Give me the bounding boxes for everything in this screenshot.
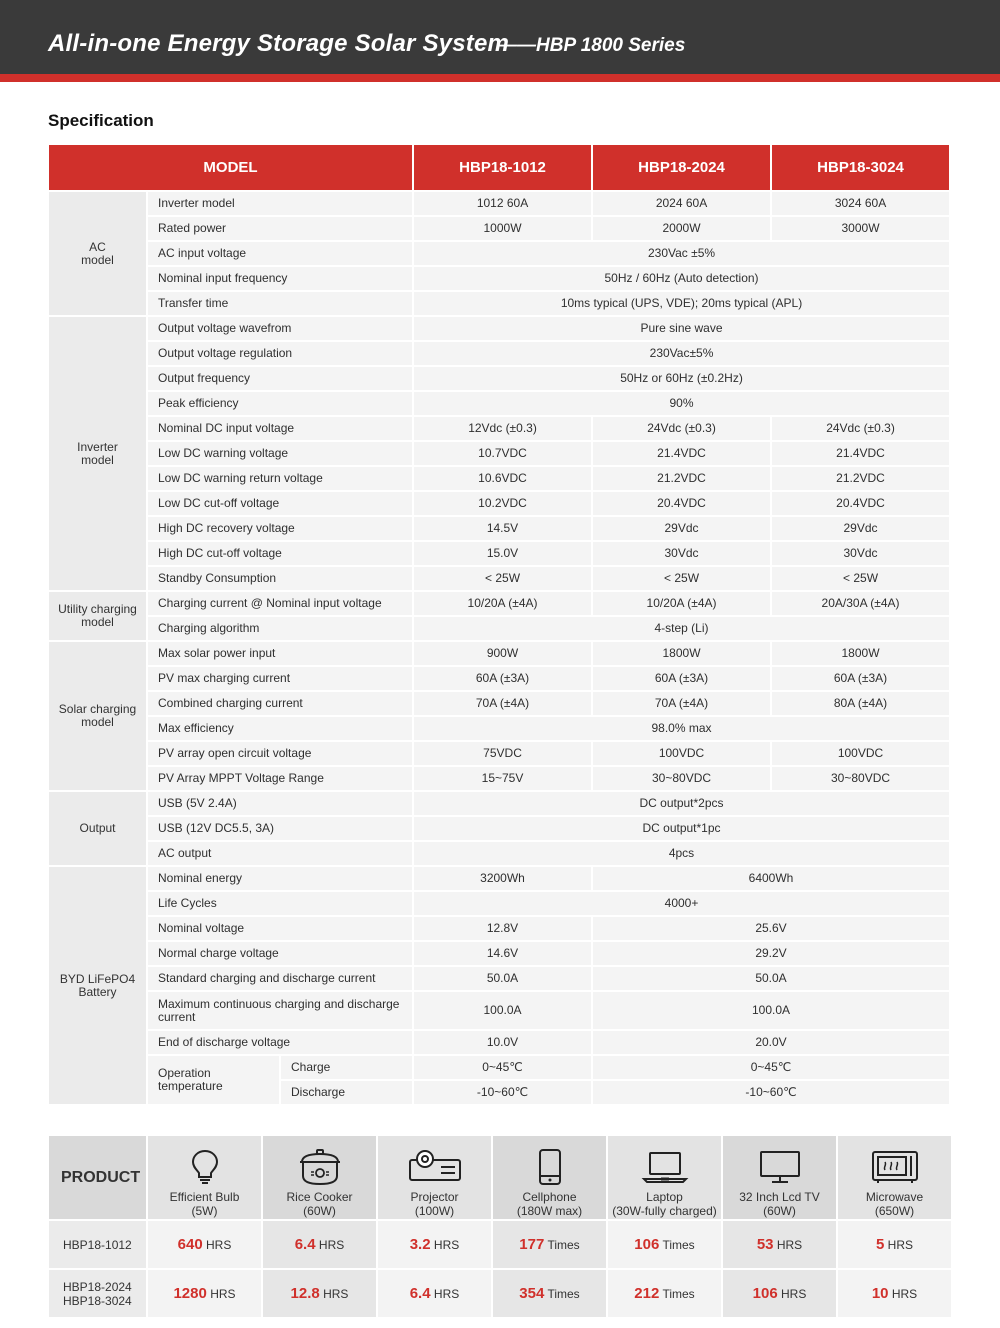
table-row [49, 992, 949, 1029]
cell-value: 6400Wh [593, 867, 949, 890]
row-label: Operation temperature [148, 1056, 279, 1104]
cell-value: 1000W [414, 217, 591, 240]
runtime-unit: HRS [318, 1238, 345, 1252]
table-row [49, 867, 949, 890]
device-name: Laptop [646, 1189, 683, 1204]
cell-value: 29Vdc [772, 517, 949, 540]
row-label: Maximum continuous charging and discharge current [148, 992, 412, 1029]
col-header-model: MODEL [49, 145, 412, 190]
row-label: AC input voltage [148, 242, 412, 265]
cell-value: 29.2V [593, 942, 949, 965]
runtime-value: 53 [756, 1236, 774, 1253]
cell-value: 29Vdc [593, 517, 770, 540]
table-row [49, 492, 949, 515]
cell-value: 4-step (Li) [414, 617, 949, 640]
row-label: Low DC warning voltage [148, 442, 412, 465]
device-rice-cooker [263, 1136, 376, 1219]
cell-value: 50.0A [414, 967, 591, 990]
runtime-cell [148, 1221, 261, 1268]
table-row [49, 1270, 951, 1317]
cell-value: 10/20A (±4A) [414, 592, 591, 615]
table-row [49, 442, 949, 465]
runtime-value: 212 [634, 1285, 660, 1302]
group-inverter-model: Inverter model [49, 317, 146, 590]
runtime-cell [608, 1221, 721, 1268]
row-label: Output voltage regulation [148, 342, 412, 365]
cell-value: 21.4VDC [593, 442, 770, 465]
device-power: (100W) [414, 1203, 455, 1218]
section-title: Specification [48, 111, 154, 130]
cell-value: 100.0A [593, 992, 949, 1029]
runtime-unit: HRS [781, 1287, 807, 1301]
bulb-icon [188, 1148, 222, 1186]
table-row [49, 317, 949, 340]
cell-value: 30Vdc [593, 542, 770, 565]
table-row [49, 467, 949, 490]
runtime-cell [838, 1221, 951, 1268]
device-power: (60W) [763, 1203, 796, 1218]
runtime-unit: HRS [776, 1238, 803, 1252]
row-label: Charging algorithm [148, 617, 412, 640]
device-power: (5W) [191, 1203, 218, 1218]
row-label: PV Array MPPT Voltage Range [148, 767, 412, 790]
cell-value: 98.0% max [414, 717, 949, 740]
device-power: (30W-fully charged) [612, 1203, 717, 1218]
row-label: Inverter model [148, 192, 412, 215]
device-power: (60W) [303, 1203, 336, 1218]
group-ac-model: AC model [49, 192, 146, 315]
row-label: Max efficiency [148, 717, 412, 740]
row-label: AC output [148, 842, 412, 865]
runtime-cell [263, 1270, 376, 1317]
cell-value: 4000+ [414, 892, 949, 915]
table-row [49, 642, 949, 665]
table-row [49, 342, 949, 365]
runtime-value: 640 [177, 1236, 203, 1253]
table-row [49, 842, 949, 865]
table-row [49, 1031, 949, 1054]
device-tv [723, 1136, 836, 1219]
row-sublabel: Charge [281, 1056, 412, 1079]
cell-value: 10/20A (±4A) [593, 592, 770, 615]
table-row [49, 367, 949, 390]
cell-value: 1012 60A [414, 192, 591, 215]
table-row [49, 592, 949, 615]
cell-value: 15~75V [414, 767, 591, 790]
device-projector [378, 1136, 491, 1219]
cell-value: 100.0A [414, 992, 591, 1029]
runtime-unit: HRS [433, 1287, 460, 1301]
cell-value: 24Vdc (±0.3) [593, 417, 770, 440]
table-row [49, 692, 949, 715]
table-row [49, 942, 949, 965]
cell-value: DC output*2pcs [414, 792, 949, 815]
cell-value: 14.6V [414, 942, 591, 965]
runtime-value: 177 [519, 1236, 545, 1253]
runtime-unit: Times [547, 1287, 580, 1301]
cell-value: 1800W [772, 642, 949, 665]
group-battery: BYD LiFePO4 Battery [49, 867, 146, 1104]
runtime-cell [608, 1270, 721, 1317]
device-name: Efficient Bulb [169, 1189, 240, 1204]
cell-value: 20.4VDC [593, 492, 770, 515]
runtime-unit: HRS [891, 1287, 918, 1301]
row-label: Normal charge voltage [148, 942, 412, 965]
row-label: PV max charging current [148, 667, 412, 690]
cell-value: 4pcs [414, 842, 949, 865]
row-label: Standby Consumption [148, 567, 412, 590]
table-row [49, 217, 949, 240]
device-cellphone [493, 1136, 606, 1219]
cell-value: 80A (±4A) [772, 692, 949, 715]
cell-value: 10.6VDC [414, 467, 591, 490]
device-power: (180W max) [516, 1203, 583, 1218]
runtime-value: 106 [752, 1285, 778, 1302]
device-microwave [838, 1136, 951, 1219]
cell-value: 0~45℃ [593, 1056, 949, 1079]
cell-value: 3000W [772, 217, 949, 240]
device-power: (650W) [874, 1203, 915, 1218]
page-subtitle: ——HBP 1800 Series [498, 35, 686, 56]
row-label: USB (12V DC5.5, 3A) [148, 817, 412, 840]
cell-value: 60A (±3A) [772, 667, 949, 690]
row-label: Output voltage wavefrom [148, 317, 412, 340]
cell-value: 20.0V [593, 1031, 949, 1054]
table-row [49, 567, 949, 590]
col-header-hbp18-2024: HBP18-2024 [593, 145, 770, 190]
runtime-value: 5 [875, 1236, 885, 1253]
group-utility-charging-model: Utility charging model [49, 592, 146, 640]
device-name: 32 Inch Lcd TV [739, 1189, 820, 1204]
cell-value: 20A/30A (±4A) [772, 592, 949, 615]
cell-value: 15.0V [414, 542, 591, 565]
device-laptop [608, 1136, 721, 1219]
runtime-unit: Times [662, 1238, 695, 1252]
cellphone-icon [535, 1148, 565, 1186]
row-sublabel: Discharge [281, 1081, 412, 1104]
device-bulb [148, 1136, 261, 1219]
runtime-unit: Times [662, 1287, 695, 1301]
table-row [49, 242, 949, 265]
table-row [49, 742, 949, 765]
group-solar-charging-model: Solar charging model [49, 642, 146, 790]
cell-value: 20.4VDC [772, 492, 949, 515]
cell-value: 24Vdc (±0.3) [772, 417, 949, 440]
cell-value: 0~45℃ [414, 1056, 591, 1079]
runtime-value: 354 [519, 1285, 545, 1302]
row-label: Standard charging and discharge current [148, 967, 412, 990]
row-label: Low DC warning return voltage [148, 467, 412, 490]
specification-table [47, 143, 951, 1106]
cell-value: -10~60℃ [593, 1081, 949, 1104]
row-label: High DC recovery voltage [148, 517, 412, 540]
row-label: Output frequency [148, 367, 412, 390]
runtime-cell [378, 1221, 491, 1268]
runtime-value: 10 [871, 1285, 889, 1302]
cell-value: 21.4VDC [772, 442, 949, 465]
row-label: High DC cut-off voltage [148, 542, 412, 565]
device-name: Projector [410, 1189, 459, 1204]
runtime-unit: HRS [323, 1287, 349, 1301]
cell-value: 21.2VDC [593, 467, 770, 490]
cell-value: Pure sine wave [414, 317, 949, 340]
runtime-cell [723, 1270, 836, 1317]
row-label: End of discharge voltage [148, 1031, 412, 1054]
group-output: Output [49, 792, 146, 865]
runtime-cell [493, 1270, 606, 1317]
runtime-value: 6.4 [409, 1285, 431, 1302]
header-accent-stripe [0, 74, 1000, 82]
cell-value: 50.0A [593, 967, 949, 990]
product-runtime-table [47, 1134, 953, 1319]
runtime-unit: HRS [206, 1238, 232, 1252]
cell-value: 1800W [593, 642, 770, 665]
runtime-cell [378, 1270, 491, 1317]
cell-value: 30~80VDC [593, 767, 770, 790]
cell-value: 230Vac±5% [414, 342, 949, 365]
row-label: Nominal input frequency [148, 267, 412, 290]
row-label: Combined charging current [148, 692, 412, 715]
row-label: Nominal voltage [148, 917, 412, 940]
cell-value: 75VDC [414, 742, 591, 765]
cell-value: 12Vdc (±0.3) [414, 417, 591, 440]
table-row [49, 617, 949, 640]
table-row [49, 767, 949, 790]
row-label: Low DC cut-off voltage [148, 492, 412, 515]
product-model: HBP18-1012 [49, 1221, 146, 1268]
cell-value: 10.7VDC [414, 442, 591, 465]
tv-icon [756, 1148, 804, 1186]
cell-value: 30~80VDC [772, 767, 949, 790]
runtime-unit: HRS [433, 1238, 460, 1252]
cell-value: 21.2VDC [772, 467, 949, 490]
table-row [49, 517, 949, 540]
runtime-cell [148, 1270, 261, 1317]
runtime-value: 6.4 [294, 1236, 316, 1253]
runtime-cell [838, 1270, 951, 1317]
table-row [49, 917, 949, 940]
cell-value: 3024 60A [772, 192, 949, 215]
row-label: Nominal energy [148, 867, 412, 890]
runtime-unit: HRS [887, 1238, 914, 1252]
cell-value: 70A (±4A) [593, 692, 770, 715]
row-label: PV array open circuit voltage [148, 742, 412, 765]
cell-value: 2000W [593, 217, 770, 240]
cell-value: 900W [414, 642, 591, 665]
table-row [49, 792, 949, 815]
cell-value: 2024 60A [593, 192, 770, 215]
cell-value: 12.8V [414, 917, 591, 940]
col-header-hbp18-3024: HBP18-3024 [772, 145, 949, 190]
cell-value: 10ms typical (UPS, VDE); 20ms typical (APL) [414, 292, 949, 315]
cell-value: -10~60℃ [414, 1081, 591, 1104]
runtime-cell [723, 1221, 836, 1268]
table-row [49, 267, 949, 290]
projector-icon [407, 1148, 463, 1186]
product-header-row [49, 1136, 951, 1219]
cell-value: 70A (±4A) [414, 692, 591, 715]
cell-value: 100VDC [772, 742, 949, 765]
cell-value: 60A (±3A) [593, 667, 770, 690]
runtime-unit: HRS [210, 1287, 236, 1301]
table-row [49, 717, 949, 740]
table-row [49, 1221, 951, 1268]
cell-value: < 25W [772, 567, 949, 590]
table-row [49, 667, 949, 690]
laptop-icon [641, 1148, 689, 1186]
runtime-unit: Times [547, 1238, 580, 1252]
cell-value: 230Vac ±5% [414, 242, 949, 265]
device-name: Rice Cooker [286, 1189, 353, 1204]
device-name: Cellphone [522, 1189, 577, 1204]
runtime-cell [263, 1221, 376, 1268]
table-row [49, 817, 949, 840]
page-title: All-in-one Energy Storage Solar System [48, 30, 510, 57]
row-label: USB (5V 2.4A) [148, 792, 412, 815]
cell-value: 10.0V [414, 1031, 591, 1054]
table-row [49, 967, 949, 990]
row-label: Rated power [148, 217, 412, 240]
cell-value: 100VDC [593, 742, 770, 765]
cell-value: 25.6V [593, 917, 949, 940]
row-label: Charging current @ Nominal input voltage [148, 592, 412, 615]
row-label: Life Cycles [148, 892, 412, 915]
cell-value: 60A (±3A) [414, 667, 591, 690]
table-row [49, 292, 949, 315]
cell-value: 50Hz or 60Hz (±0.2Hz) [414, 367, 949, 390]
rice-cooker-icon [298, 1148, 342, 1186]
runtime-cell [493, 1221, 606, 1268]
cell-value: < 25W [593, 567, 770, 590]
row-label: Transfer time [148, 292, 412, 315]
cell-value: 3200Wh [414, 867, 591, 890]
table-row [49, 1056, 949, 1079]
runtime-value: 106 [634, 1236, 660, 1253]
cell-value: DC output*1pc [414, 817, 949, 840]
table-row [49, 892, 949, 915]
row-label: Peak efficiency [148, 392, 412, 415]
row-label: Max solar power input [148, 642, 412, 665]
cell-value: < 25W [414, 567, 591, 590]
table-row [49, 417, 949, 440]
runtime-value: 12.8 [290, 1285, 320, 1302]
cell-value: 50Hz / 60Hz (Auto detection) [414, 267, 949, 290]
row-label: Nominal DC input voltage [148, 417, 412, 440]
runtime-value: 1280 [173, 1285, 207, 1302]
device-name: Microwave [865, 1189, 924, 1204]
cell-value: 30Vdc [772, 542, 949, 565]
microwave-icon [870, 1148, 920, 1186]
cell-value: 14.5V [414, 517, 591, 540]
product-model: HBP18-2024 HBP18-3024 [49, 1270, 146, 1317]
cell-value: 10.2VDC [414, 492, 591, 515]
cell-value: 90% [414, 392, 949, 415]
spec-header-row [49, 145, 949, 190]
table-row [49, 192, 949, 215]
runtime-value: 3.2 [409, 1236, 431, 1253]
col-header-hbp18-1012: HBP18-1012 [414, 145, 591, 190]
table-row [49, 542, 949, 565]
table-row [49, 392, 949, 415]
product-header-label: PRODUCT [49, 1136, 146, 1219]
